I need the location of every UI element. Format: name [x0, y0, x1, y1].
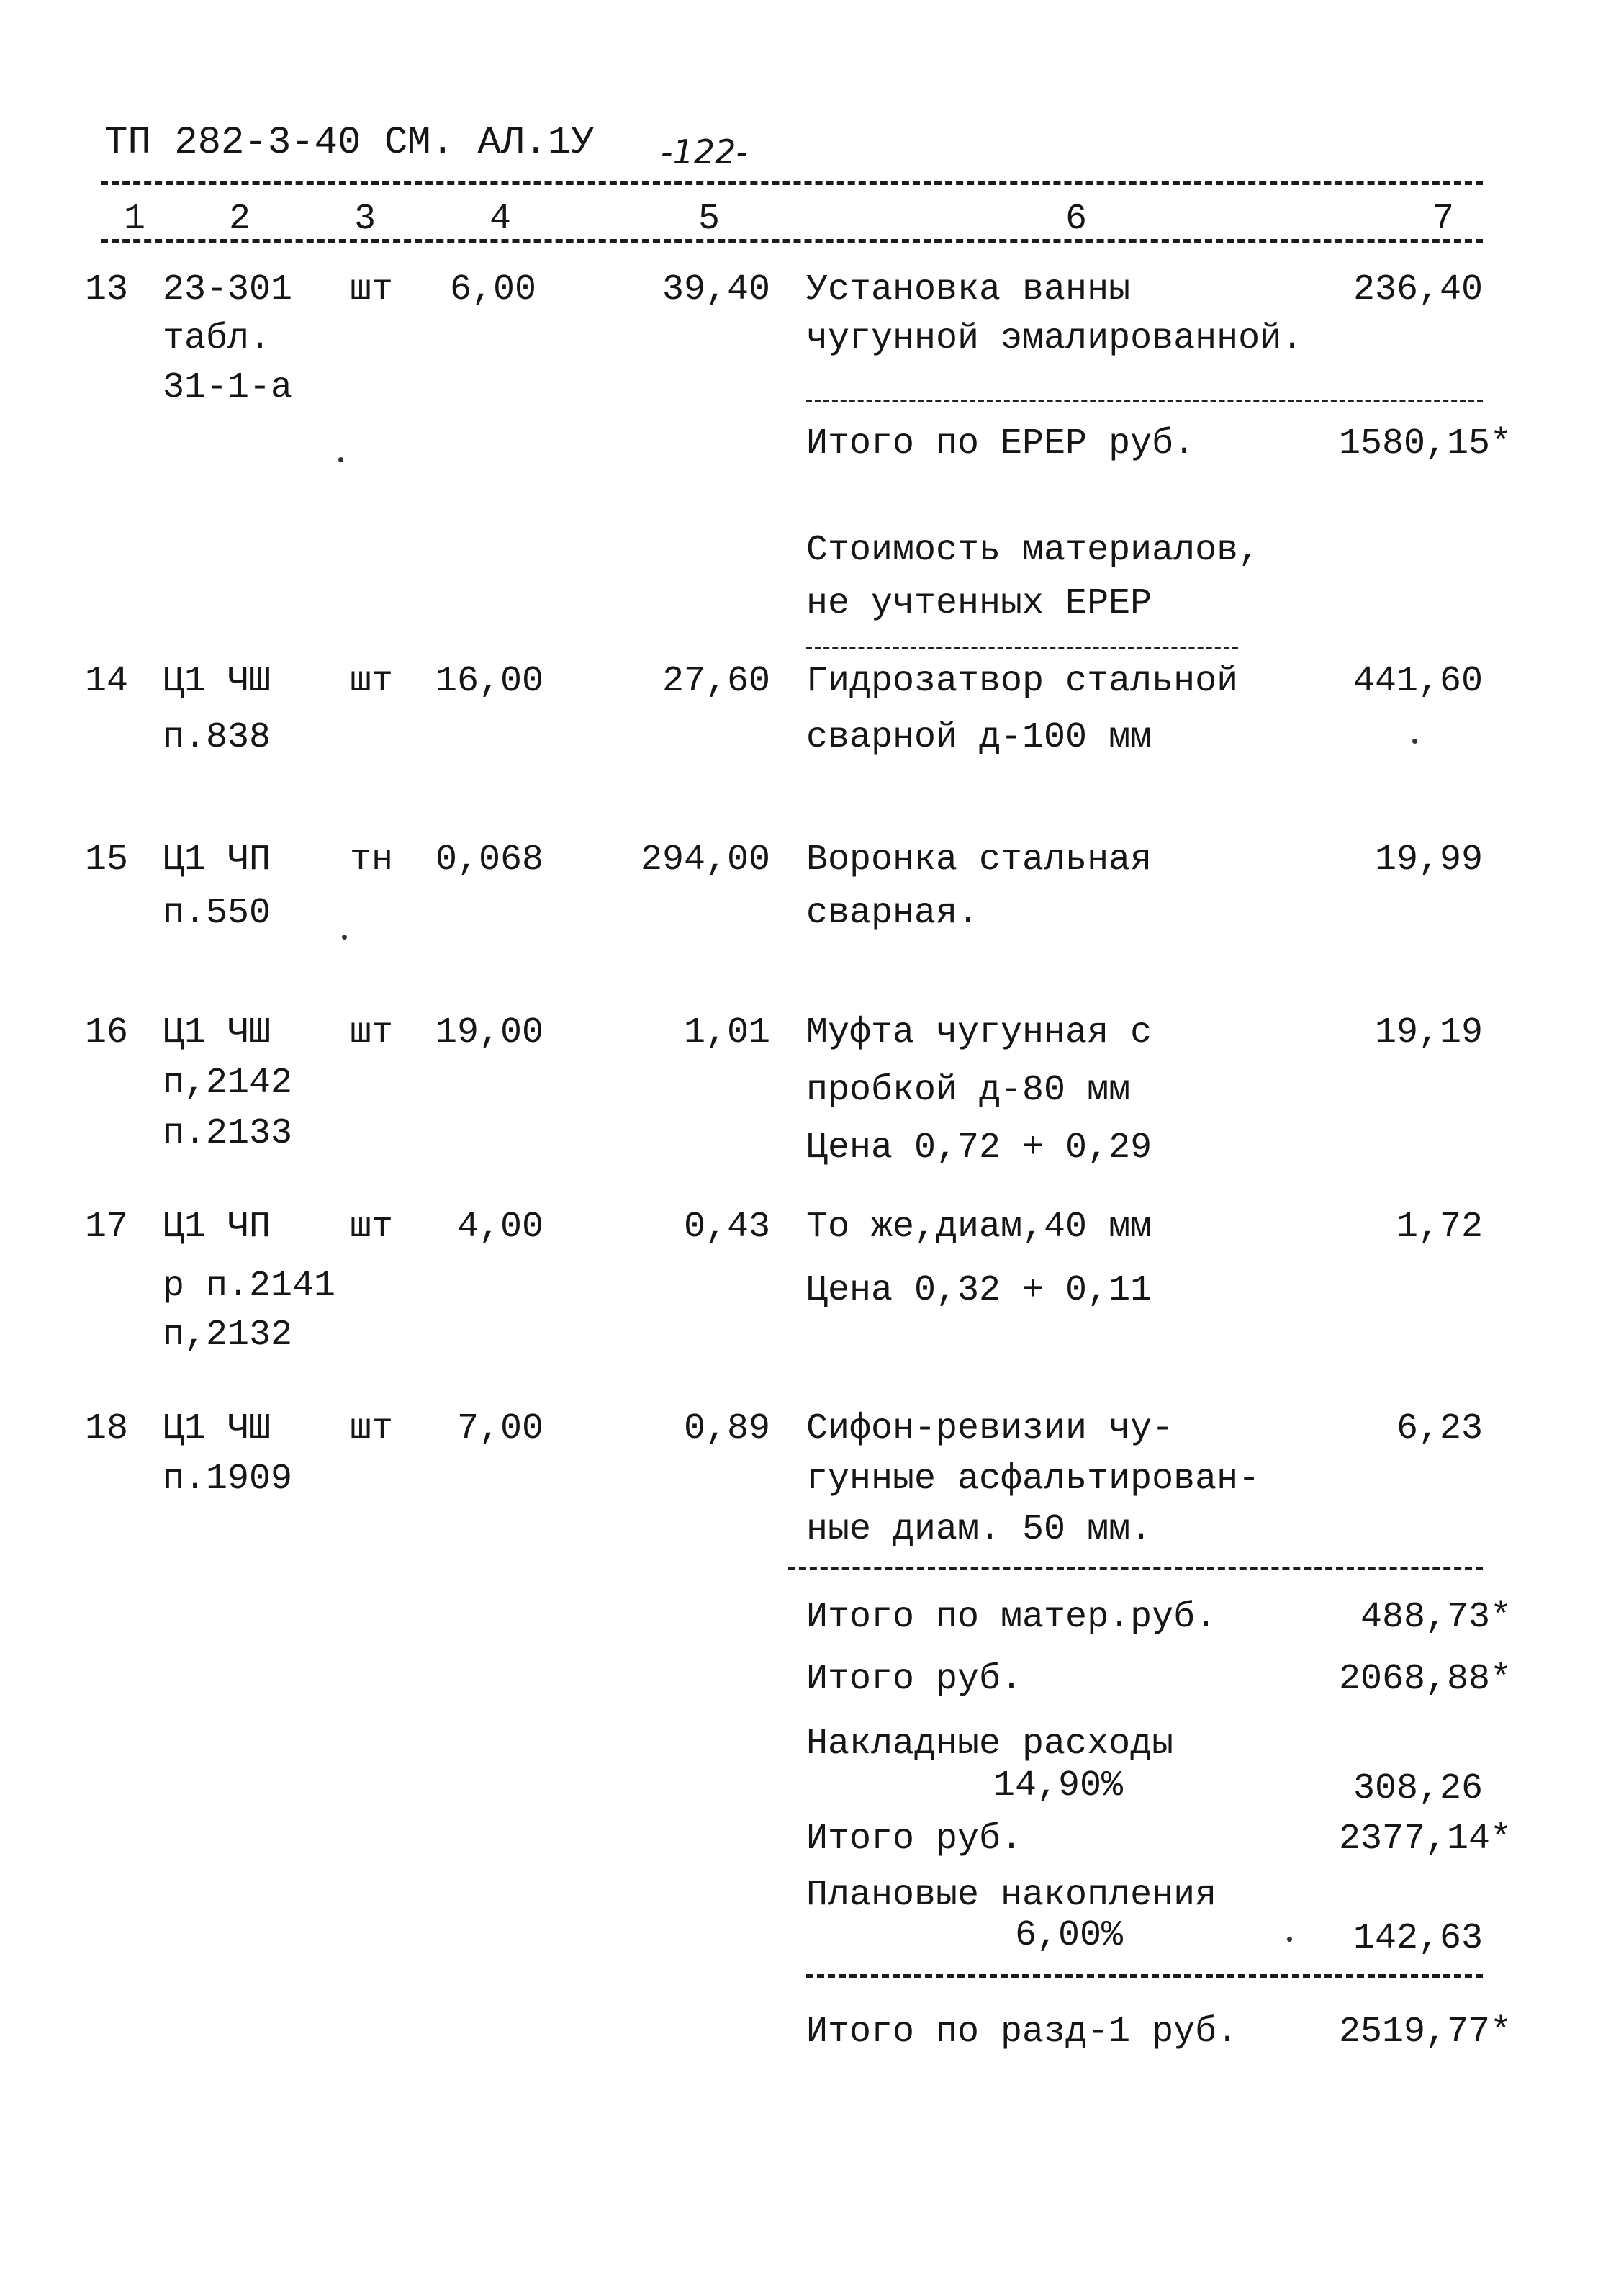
row-total: 6,23 — [1396, 1408, 1483, 1449]
row-quantity: 7,00 — [457, 1408, 544, 1449]
row-total: 441,60 — [1353, 661, 1483, 702]
row-code-line: Ц1 ЧШ — [163, 661, 271, 702]
row-number: 13 — [85, 269, 129, 310]
row-description-line: Воронка стальная — [806, 839, 1152, 881]
col-header-5: 5 — [698, 199, 721, 240]
row-description-line: Гидрозатвор стальной — [806, 661, 1239, 702]
row-total: 19,99 — [1374, 839, 1483, 881]
col-header-2: 2 — [229, 199, 251, 240]
summary-rate: 6,00% — [1015, 1915, 1124, 1956]
row-quantity: 19,00 — [435, 1012, 544, 1053]
section-heading-rule — [806, 647, 1238, 649]
row-code-line: п.550 — [163, 893, 271, 934]
row-code-line: п.838 — [163, 717, 271, 758]
row-description-line: Сифон-ревизии чу- — [806, 1408, 1174, 1449]
row-description-line: Цена 0,32 + 0,11 — [806, 1270, 1152, 1311]
row-code-line: п,2142 — [163, 1063, 293, 1104]
summary-value: 2377,14* — [1338, 1819, 1512, 1860]
row-description-line: Установка ванны — [806, 269, 1131, 310]
summary-label: Плановые накопления — [806, 1875, 1217, 1916]
subtotal-rule — [806, 400, 1483, 402]
row-price: 39,40 — [662, 269, 770, 310]
row-code-line: Ц1 ЧШ — [163, 1408, 271, 1449]
row-total: 1,72 — [1396, 1207, 1483, 1248]
row-unit: тн — [350, 839, 394, 881]
summary-bottom-rule — [806, 1974, 1483, 1978]
row-description-line: Муфта чугунная с — [806, 1012, 1152, 1053]
row-price: 0,43 — [683, 1207, 770, 1248]
stray-mark — [1412, 739, 1417, 744]
summary-top-rule — [788, 1567, 1483, 1570]
row-code-line: Ц1 ЧШ — [163, 1012, 271, 1053]
row-price: 294,00 — [640, 839, 770, 881]
row-number: 17 — [85, 1207, 129, 1248]
col-header-7: 7 — [1432, 199, 1455, 240]
row-code-line: п,2132 — [163, 1315, 293, 1356]
stray-mark — [342, 935, 347, 940]
row-quantity: 16,00 — [435, 661, 544, 702]
col-header-1: 1 — [124, 199, 146, 240]
row-number: 14 — [85, 661, 129, 702]
row-code-line: Ц1 ЧП — [163, 1207, 271, 1248]
summary-label: Итого руб. — [806, 1819, 1023, 1860]
section-total-value: 2519,77* — [1338, 2012, 1512, 2053]
summary-label: Итого руб. — [806, 1659, 1023, 1700]
summary-label: Накладные расходы — [806, 1724, 1174, 1765]
row-description-line: сварная. — [806, 893, 980, 934]
row-unit: шт — [350, 1207, 394, 1248]
subtotal-label: Итого по ЕРЕР руб. — [806, 423, 1196, 464]
section-heading-line: не учтенных ЕРЕР — [806, 583, 1152, 624]
row-code-line: 23-301 — [163, 269, 293, 310]
subtotal-value: 1580,15* — [1338, 423, 1512, 464]
row-quantity: 4,00 — [457, 1207, 544, 1248]
row-number: 18 — [85, 1408, 129, 1449]
row-description-line: То же,диам,40 мм — [806, 1207, 1152, 1248]
section-heading-line: Стоимость материалов, — [806, 530, 1260, 571]
row-code-line: р п.2141 — [163, 1266, 336, 1307]
stray-mark — [338, 457, 343, 462]
row-code-line: п.1909 — [163, 1459, 293, 1500]
row-quantity: 0,068 — [435, 839, 544, 881]
row-unit: шт — [350, 1408, 394, 1449]
row-number: 16 — [85, 1012, 129, 1053]
row-description-line: чугунной эмалированной. — [806, 318, 1304, 359]
section-total-label: Итого по разд-1 руб. — [806, 2012, 1239, 2053]
summary-rate: 14,90% — [993, 1765, 1124, 1806]
row-quantity: 6,00 — [450, 269, 537, 310]
row-description-line: Цена 0,72 + 0,29 — [806, 1127, 1152, 1169]
row-unit: шт — [350, 269, 394, 310]
document-reference: ТП 282-3-40 СМ. АЛ.1У — [104, 121, 595, 165]
header-bottom-rule — [101, 239, 1483, 243]
col-header-6: 6 — [1065, 199, 1088, 240]
row-number: 15 — [85, 839, 129, 881]
col-header-4: 4 — [489, 199, 512, 240]
row-price: 27,60 — [662, 661, 770, 702]
col-header-3: 3 — [354, 199, 376, 240]
row-price: 0,89 — [683, 1408, 770, 1449]
row-unit: шт — [350, 1012, 394, 1053]
row-description-line: пробкой д-80 мм — [806, 1070, 1131, 1111]
row-description-line: сварной д-100 мм — [806, 717, 1152, 758]
summary-label: Итого по матер.руб. — [806, 1597, 1217, 1638]
row-total: 19,19 — [1374, 1012, 1483, 1053]
header-top-rule — [101, 181, 1483, 185]
summary-value: 308,26 — [1353, 1768, 1483, 1809]
row-description-line: ные диам. 50 мм. — [806, 1509, 1152, 1550]
summary-value: 488,73* — [1360, 1597, 1512, 1638]
summary-value: 2068,88* — [1338, 1659, 1512, 1700]
stray-mark — [1287, 1937, 1292, 1942]
row-total: 236,40 — [1353, 269, 1483, 310]
row-description-line: гунные асфальтирован- — [806, 1459, 1260, 1500]
row-price: 1,01 — [683, 1012, 770, 1053]
page-number: -122- — [661, 132, 748, 171]
summary-value: 142,63 — [1353, 1918, 1483, 1959]
row-code-line: Ц1 ЧП — [163, 839, 271, 881]
row-unit: шт — [350, 661, 394, 702]
row-code-line: табл. — [163, 318, 271, 359]
row-code-line: п.2133 — [163, 1113, 293, 1154]
row-code-line: 31-1-а — [163, 367, 293, 408]
